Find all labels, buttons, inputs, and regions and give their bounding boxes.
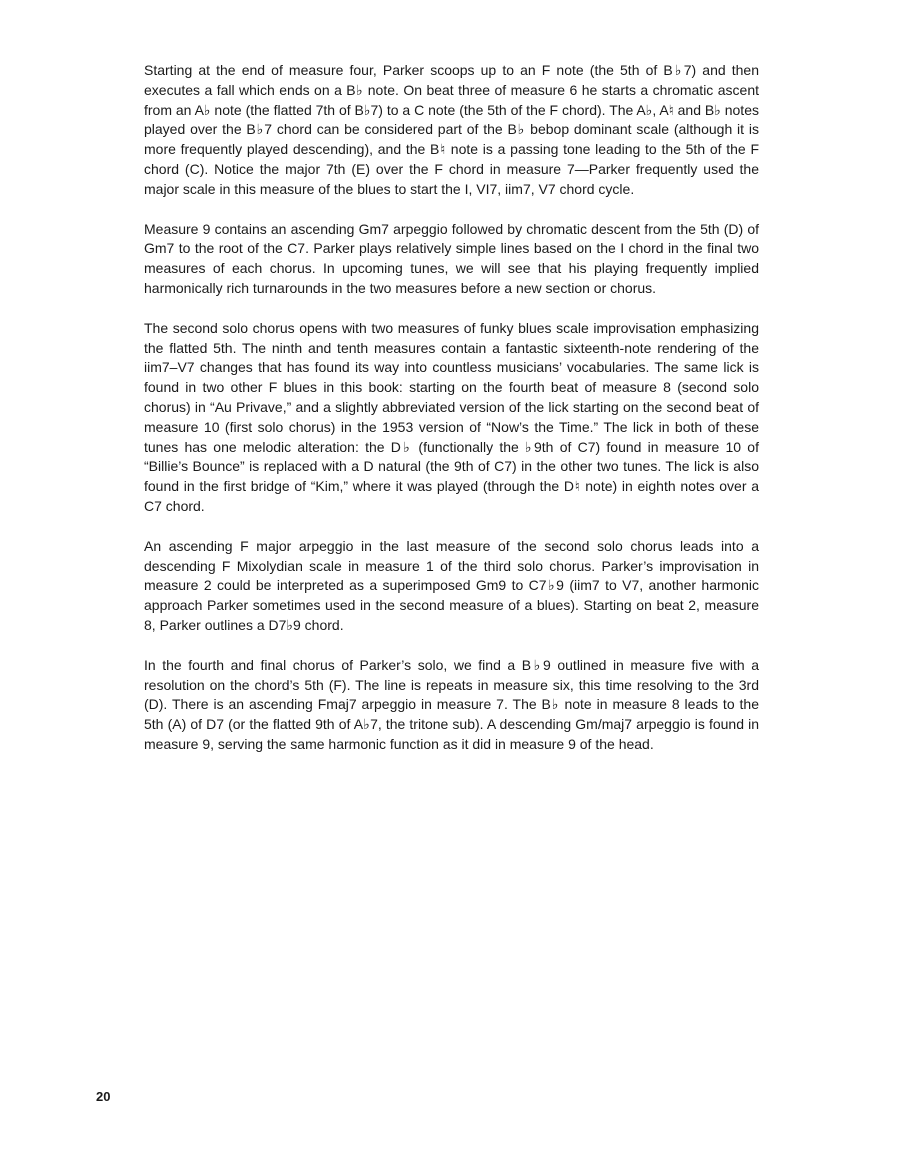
paragraph-measure-nine-analysis: Measure 9 contains an ascending Gm7 arpeggio followed by chromatic descent from the 5th (D) of Gm7 to the root of the C7. Parker plays relatively simple lines based on the I chord in the final two measures of each chorus. In upcoming tunes, we will see that his playing frequently implied harmonically rich turnarounds in the two measures before a new section or chorus. — [144, 220, 759, 296]
paragraph-fourth-chorus-analysis: In the fourth and final chorus of Parker’s solo, we find a B♭9 outlined in measure five with a resolution on the chord’s 5th (F). The line is repeats in measure six, this time resolving to the 3rd (D). There is an ascending Fmaj7 arpeggio in measure 7. The B♭ note in measure 8 leads to the 5th (A) of D7 (or the flatted 9th of A♭7, the tritone sub). A descending Gm/maj7 arpeggio is found in measure 9, serving the same harmonic function as it did in measure 9 of the head. — [144, 656, 759, 752]
body-text — [144, 61, 759, 775]
page-number: 20 — [96, 1089, 111, 1104]
paragraph-second-chorus-analysis: The second solo chorus opens with two measures of funky blues scale improvisation emphasizing the flatted 5th. The ninth and tenth measures contain a fantastic sixteenth-note rendering of the iim7–V7 changes that has found its way into countless musicians’ vocabularies. The same lick is found in two other F blues in this book: starting on the fourth beat of measure 8 (second solo chorus) in “Au Privave,” and a slightly abbreviated version of the lick starting on the second beat of measure 10 (first solo chorus) in the 1953 version of “Now’s the Time.” The lick in both of these tunes has one melodic alteration: the D♭ (functionally the ♭9th of C7) found in measure 10 of “Billie’s Bounce” is replaced with a D natural (the 9th of C7) in the other two tunes. The lick is also found in the first bridge of “Kim,” where it was played (through the D♮ note) in eighth notes over a C7 chord. — [144, 319, 759, 514]
paragraph-third-chorus-analysis: An ascending F major arpeggio in the last measure of the second solo chorus leads into a descending F Mixolydian scale in measure 1 of the third solo chorus. Parker’s improvisation in measure 2 could be interpreted as a superimposed Gm9 to C7♭9 (iim7 to V7, another harmonic approach Parker sometimes used in the second measure of a blues). Starting on beat 2, measure 8, Parker outlines a D7♭9 chord. — [144, 537, 759, 633]
paragraph-measure-four-analysis: Starting at the end of measure four, Parker scoops up to an F note (the 5th of B♭7) and then executes a fall which ends on a B♭ note. On beat three of measure 6 he starts a chromatic ascent from an A♭ note (the flatted 7th of B♭7) to a C note (the 5th of the F chord). The A♭, A♮ and B♭ notes played over the B♭7 chord can be considered part of the B♭ bebop dominant scale (although it is more frequently played descending), and the B♮ note is a passing tone leading to the 5th of the F chord (C). Notice the major 7th (E) over the F chord in measure 7—Parker frequently used the major scale in this measure of the blues to start the I, VI7, iim7, V7 chord cycle. — [144, 62, 759, 197]
